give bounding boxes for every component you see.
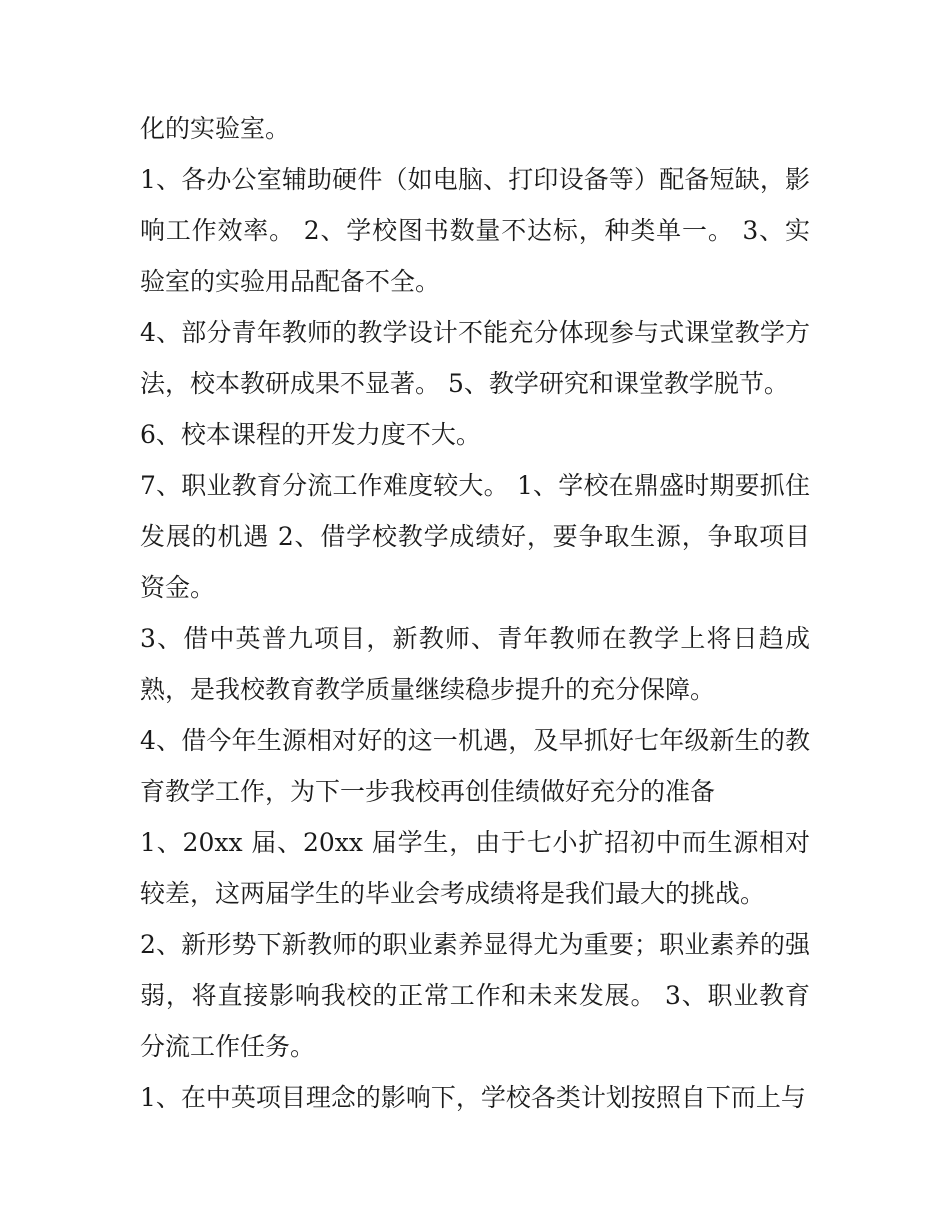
paragraph-6: 3、借中英普九项目，新教师、青年教师在教学上将日趋成熟，是我校教育教学质量继续稳步提升的充分保障。 (140, 624, 810, 704)
paragraph-4: 6、校本课程的开发力度不大。 (140, 420, 481, 449)
paragraph-9: 2、新形势下新教师的职业素养显得尤为重要；职业素养的强弱，将直接影响我校的正常工作和未来发展。 3、职业教育分流工作任务。 (140, 930, 810, 1061)
paragraph-7: 4、借今年生源相对好的这一机遇，及早抓好七年级新生的教育教学工作，为下一步我校再创佳绩做好充分的准备 (140, 726, 810, 806)
paragraph-3: 4、部分青年教师的教学设计不能充分体现参与式课堂教学方法，校本教研成果不显著。 5、教学研究和课堂教学脱节。 (140, 318, 810, 398)
paragraph-1: 化的实验室。 (140, 114, 291, 143)
paragraph-5: 7、职业教育分流工作难度较大。 1、学校在鼎盛时期要抓住发展的机遇 2、借学校教学成绩好，要争取生源，争取项目资金。 (140, 471, 810, 602)
document-body (140, 103, 810, 1123)
paragraph-10: 1、在中英项目理念的影响下，学校各类计划按照自下而上与 (140, 1083, 806, 1112)
paragraph-8: 1、20xx 届、20xx 届学生，由于七小扩招初中而生源相对较差，这两届学生的毕业会考成绩将是我们最大的挑战。 (140, 828, 810, 908)
paragraph-2: 1、各办公室辅助硬件（如电脑、打印设备等）配备短缺，影响工作效率。 2、学校图书数量不达标，种类单一。 3、实验室的实验用品配备不全。 (140, 165, 810, 296)
